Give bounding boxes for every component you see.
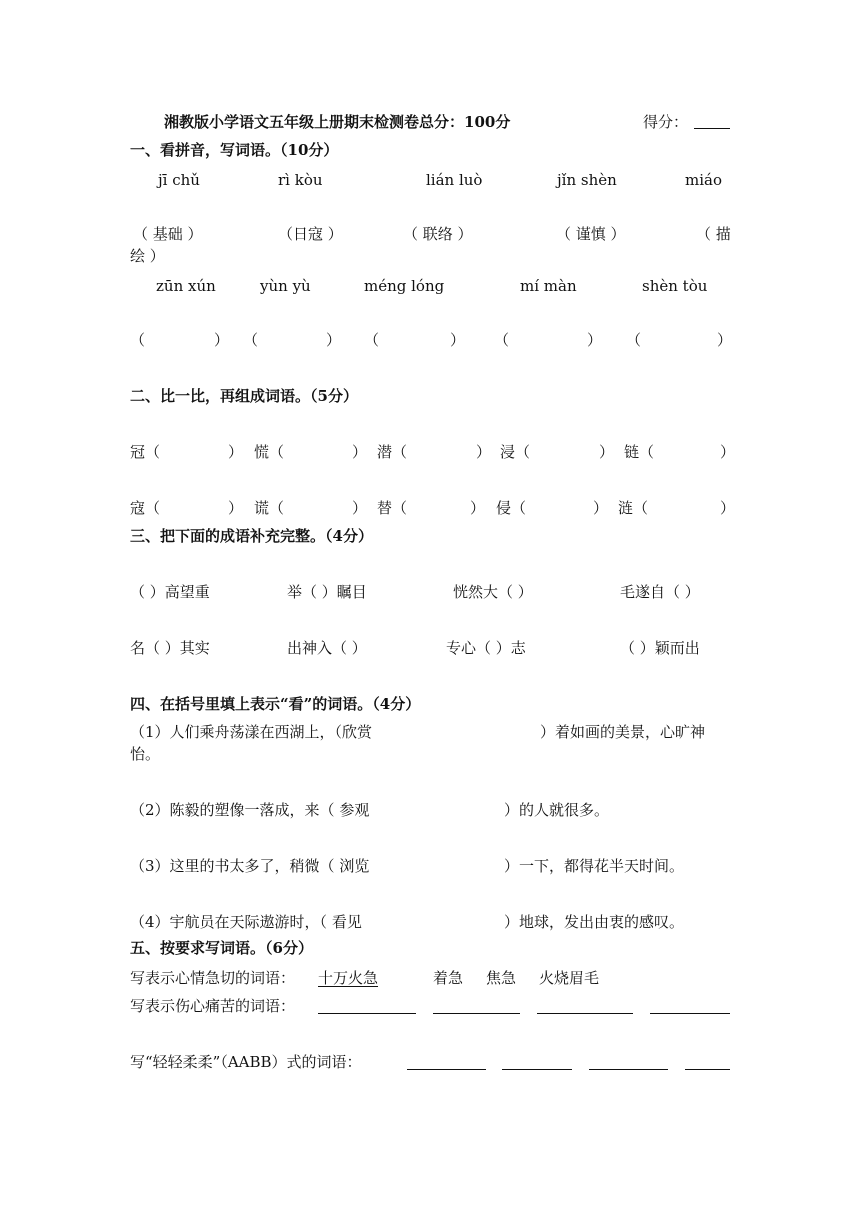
pinyin-1: jī chǔ <box>158 171 200 189</box>
pinyin-10: shèn tòu <box>642 277 708 295</box>
compare-3a-close: ） <box>476 443 492 461</box>
blank-9-open[interactable]: （ <box>494 331 510 349</box>
urgent-words-label: 写表示心情急切的词语： <box>130 969 296 987</box>
compare-2b-close: ） <box>352 499 368 517</box>
compare-4b-close: ） <box>593 499 609 517</box>
sad-blank-2[interactable] <box>433 1013 520 1014</box>
compare-1a[interactable]: 冠（ <box>130 443 161 461</box>
blank-7-open[interactable]: （ <box>243 331 259 349</box>
sad-blank-4[interactable] <box>650 1013 730 1014</box>
aabb-blank-4[interactable] <box>685 1069 730 1070</box>
pinyin-8: méng lóng <box>364 277 445 295</box>
answer-4[interactable]: （ 谨慎 ） <box>556 225 626 243</box>
look-q4-end: ）地球，发出由衷的感叹。 <box>504 913 685 931</box>
compare-1a-close: ） <box>228 443 244 461</box>
blank-6-close: ） <box>214 331 230 349</box>
compare-4a[interactable]: 浸（ <box>500 443 531 461</box>
urgent-answer-1[interactable]: 十万火急 <box>318 969 379 987</box>
blank-8-close: ） <box>450 331 466 349</box>
urgent-answer-2[interactable]: 着急 <box>433 969 464 987</box>
compare-3b-close: ） <box>470 499 486 517</box>
look-q1-start[interactable]: （1）人们乘舟荡漾在西湖上，（欣赏 <box>130 723 373 741</box>
section-2-heading: 二、比一比，再组成词语。（5分） <box>130 387 358 405</box>
sad-blank-1[interactable] <box>318 1013 416 1014</box>
pinyin-5: miáo <box>685 171 722 189</box>
pinyin-9: mí màn <box>520 277 577 295</box>
idiom-5[interactable]: 名（ ）其实 <box>130 639 210 657</box>
section-3-heading: 三、把下面的成语补充完整。（4分） <box>130 527 373 545</box>
compare-3b[interactable]: 替（ <box>377 499 408 517</box>
aabb-blank-1[interactable] <box>407 1069 486 1070</box>
blank-7-close: ） <box>326 331 342 349</box>
aabb-words-label: 写“轻轻柔柔”（AABB）式的词语： <box>130 1053 362 1071</box>
urgent-answer-3[interactable]: 焦急 <box>486 969 517 987</box>
idiom-4[interactable]: 毛遂自（ ） <box>620 583 700 601</box>
look-q3-start[interactable]: （3）这里的书太多了，稍微（ 浏览 <box>130 857 370 875</box>
score-label: 得分： <box>643 113 689 131</box>
look-q2-end: ）的人就很多。 <box>504 801 610 819</box>
look-q3-end: ）一下，都得花半天时间。 <box>504 857 685 875</box>
pinyin-7: yùn yù <box>260 277 311 295</box>
sad-blank-3[interactable] <box>537 1013 633 1014</box>
idiom-2[interactable]: 举（ ）瞩目 <box>287 583 367 601</box>
compare-2a-close: ） <box>352 443 368 461</box>
blank-9-close: ） <box>587 331 603 349</box>
section-1-heading: 一、看拼音，写词语。（10分） <box>130 141 339 159</box>
look-q1-end: ）着如画的美景，心旷神 <box>540 723 706 741</box>
aabb-blank-3[interactable] <box>589 1069 668 1070</box>
compare-1b[interactable]: 寇（ <box>130 499 161 517</box>
idiom-7[interactable]: 专心（ ）志 <box>446 639 526 657</box>
answer-5-wrap: 绘 ） <box>130 247 165 265</box>
idiom-1[interactable]: （ ）高望重 <box>130 583 210 601</box>
pinyin-2: rì kòu <box>278 171 323 189</box>
pinyin-3: lián luò <box>426 171 483 189</box>
compare-5b-close: ） <box>720 499 736 517</box>
section-5-heading: 五、按要求写词语。（6分） <box>130 939 313 957</box>
section-4-heading: 四、在括号里填上表示“看”的词语。（4分） <box>130 695 421 713</box>
look-q4-start[interactable]: （4）宇航员在天际遨游时，（ 看见 <box>130 913 362 931</box>
compare-1b-close: ） <box>228 499 244 517</box>
page-title <box>164 112 510 132</box>
answer-3[interactable]: （ 联络 ） <box>403 225 473 243</box>
compare-2a[interactable]: 慌（ <box>254 443 285 461</box>
compare-5a-close: ） <box>720 443 736 461</box>
answer-1[interactable]: （ 基础 ） <box>133 225 203 243</box>
title-text: 湘教版小学语文五年级上册期末检测卷总分：100分 <box>164 113 511 131</box>
blank-6-open[interactable]: （ <box>130 331 146 349</box>
blank-8-open[interactable]: （ <box>364 331 380 349</box>
idiom-6[interactable]: 出神入（ ） <box>287 639 367 657</box>
look-q1-wrap: 怡。 <box>130 745 161 763</box>
compare-5a[interactable]: 链（ <box>624 443 655 461</box>
compare-2b[interactable]: 谎（ <box>254 499 285 517</box>
compare-5b[interactable]: 涟（ <box>618 499 649 517</box>
sad-words-label: 写表示伤心痛苦的词语： <box>130 997 296 1015</box>
answer-2[interactable]: （日寇 ） <box>278 225 343 243</box>
compare-4b[interactable]: 侵（ <box>496 499 527 517</box>
blank-10-close: ） <box>717 331 733 349</box>
urgent-answer-4[interactable]: 火烧眉毛 <box>539 969 600 987</box>
compare-3a[interactable]: 潜（ <box>377 443 408 461</box>
aabb-blank-2[interactable] <box>502 1069 572 1070</box>
score-blank[interactable] <box>694 128 730 129</box>
blank-10-open[interactable]: （ <box>626 331 642 349</box>
look-q2-start[interactable]: （2）陈毅的塑像一落成，来（ 参观 <box>130 801 370 819</box>
compare-4a-close: ） <box>599 443 615 461</box>
answer-5[interactable]: （ 描 <box>696 225 731 243</box>
idiom-8[interactable]: （ ）颖而出 <box>620 639 700 657</box>
pinyin-6: zūn xún <box>156 277 216 295</box>
pinyin-4: jǐn shèn <box>557 171 617 189</box>
idiom-3[interactable]: 恍然大（ ） <box>453 583 533 601</box>
